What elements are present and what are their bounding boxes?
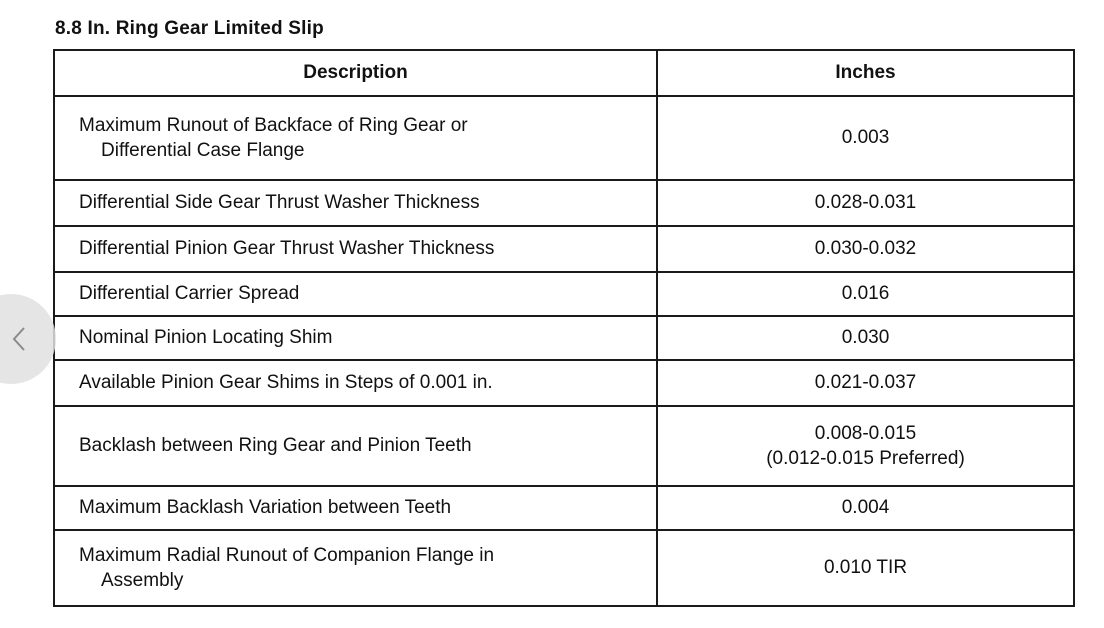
spec-table bbox=[53, 49, 1075, 607]
row-description: Differential Carrier Spread bbox=[54, 272, 657, 316]
row-description bbox=[54, 96, 657, 180]
table-row bbox=[54, 530, 1074, 606]
row-value: 0.021-0.037 bbox=[657, 360, 1074, 406]
row-value: 0.010 TIR bbox=[657, 530, 1074, 606]
page-title: 8.8 In. Ring Gear Limited Slip bbox=[55, 18, 324, 39]
description-line: Differential Case Flange bbox=[101, 140, 305, 161]
row-value: 0.028-0.031 bbox=[657, 180, 1074, 226]
row-description: Backlash between Ring Gear and Pinion Teeth bbox=[54, 406, 657, 486]
table-row bbox=[54, 486, 1074, 530]
table-row bbox=[54, 226, 1074, 272]
row-value bbox=[657, 406, 1074, 486]
row-description: Maximum Backlash Variation between Teeth bbox=[54, 486, 657, 530]
row-description bbox=[54, 530, 657, 606]
table-row bbox=[54, 272, 1074, 316]
row-description: Nominal Pinion Locating Shim bbox=[54, 316, 657, 360]
row-value: 0.030-0.032 bbox=[657, 226, 1074, 272]
row-description: Differential Pinion Gear Thrust Washer Thickness bbox=[54, 226, 657, 272]
table-row bbox=[54, 96, 1074, 180]
description-line: Maximum Radial Runout of Companion Flange in bbox=[79, 544, 495, 566]
row-value: 0.030 bbox=[657, 316, 1074, 360]
table-row bbox=[54, 406, 1074, 486]
chevron-left-icon bbox=[12, 326, 26, 352]
value-line: 0.008-0.015 bbox=[814, 422, 917, 444]
table-header-row bbox=[54, 50, 1074, 96]
row-value: 0.003 bbox=[657, 96, 1074, 180]
table-row bbox=[54, 180, 1074, 226]
row-value: 0.016 bbox=[657, 272, 1074, 316]
description-line: Maximum Runout of Backface of Ring Gear or bbox=[79, 114, 468, 136]
row-value: 0.004 bbox=[657, 486, 1074, 530]
description-line: Assembly bbox=[101, 570, 184, 591]
table-row bbox=[54, 360, 1074, 406]
table-row bbox=[54, 316, 1074, 360]
header-description: Description bbox=[54, 50, 657, 96]
value-line: (0.012-0.015 Preferred) bbox=[766, 448, 965, 469]
row-description: Differential Side Gear Thrust Washer Thickness bbox=[54, 180, 657, 226]
row-description: Available Pinion Gear Shims in Steps of 0.001 in. bbox=[54, 360, 657, 406]
previous-page-button[interactable] bbox=[0, 294, 56, 384]
header-inches: Inches bbox=[657, 50, 1074, 96]
